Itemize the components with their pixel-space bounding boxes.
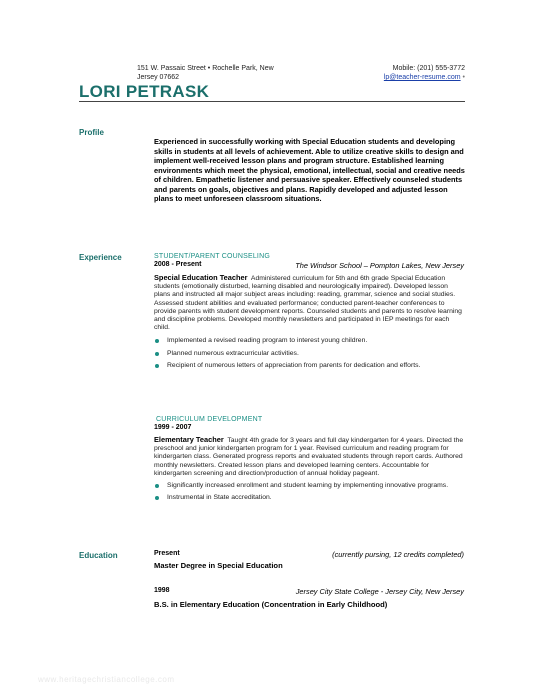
watermark: www.heritagechristiancollege.com bbox=[38, 675, 175, 684]
bullet-icon bbox=[155, 352, 159, 356]
address: 151 W. Passaic Street • Rochelle Park, New Jersey 07662 bbox=[137, 65, 274, 81]
job-description bbox=[154, 436, 466, 478]
job-heading: CURRICULUM DEVELOPMENT bbox=[156, 416, 263, 423]
job-achievements bbox=[154, 482, 466, 502]
profile-text: Experienced in successfully working with Special Education students and developing skills in students at all levels of achievement. Able to utilize creative skills to design and implement well-received lesson plans and program structure. Established learning environments which meet the physical, emotional, intellectual, social and creative needs of children. Empathetic listener and persuasive speaker. Effectively counseled students and parents on goals, objectives and plans. Rapidly developed and adjusted lesson plans to meet unforeseen classroom situations. bbox=[154, 137, 465, 203]
job-description-text: Administered curriculum for 5th and 6th grade Special Education students (emotionally disturbed, learning disabled and neurologically impaired). Developed lesson plans and instructed all major subject areas including: reading, grammar, science and social studies. Assessed student abilities and evaluated performance; conducted parent-teacher conferences to provide parents with student development reports. Counseled students and parents to resolve learning and discipline problems. Developed monthly newsletters and participated in IEP meetings for each child. bbox=[154, 275, 462, 332]
job-description-text: Taught 4th grade for 3 years and full day kindergarten for 4 years. Directed the preschool and junior kindergarten program for 1 year. Revised curriculum and reading program for kindergarten class. Generated progress reports and evaluated students through report cards. Authored monthly newsletters. Created lesson plans and developed learning centers. Accountable for kindergarten screening and direction/production of annual holiday pageant. bbox=[154, 437, 464, 477]
job-employer: The Windsor School – Pompton Lakes, New Jersey bbox=[295, 261, 464, 270]
bullet-icon bbox=[155, 496, 159, 500]
job-entry bbox=[154, 416, 466, 506]
list-item: Recipient of numerous letters of appreciation from parents for dedication and efforts. bbox=[154, 362, 466, 370]
job-dates: 1999 - 2007 bbox=[154, 424, 192, 431]
job-role: Special Education Teacher bbox=[154, 273, 248, 282]
experience-label: Experience bbox=[79, 253, 122, 262]
list-item: Planned numerous extracurricular activities. bbox=[154, 350, 466, 358]
contact-block bbox=[340, 64, 465, 82]
job-achievements bbox=[154, 337, 466, 370]
header-divider bbox=[79, 101, 465, 102]
job-dates: 2008 - Present bbox=[154, 261, 202, 268]
bullet-icon bbox=[155, 484, 159, 488]
education-school: Jersey City State College - Jersey City, New Jersey bbox=[295, 587, 464, 596]
profile-label: Profile bbox=[79, 128, 104, 137]
education-degree: B.S. in Elementary Education (Concentration in Early Childhood) bbox=[154, 600, 388, 609]
job-entry bbox=[154, 253, 466, 374]
bullet-icon bbox=[155, 364, 159, 368]
applicant-name: LORI PETRASK bbox=[79, 82, 210, 101]
education-date: 1998 bbox=[154, 587, 170, 594]
education-date: Present bbox=[154, 550, 180, 557]
job-role: Elementary Teacher bbox=[154, 435, 224, 444]
list-item: Significantly increased enrollment and student learning by implementing innovative programs. bbox=[154, 482, 466, 490]
education-label: Education bbox=[79, 551, 118, 560]
email-link[interactable]: lp@teacher-resume.com bbox=[383, 74, 461, 81]
list-item: Instrumental in State accreditation. bbox=[154, 494, 466, 502]
phone: Mobile: (201) 555-3772 bbox=[392, 65, 465, 72]
profile-section bbox=[154, 137, 466, 204]
job-heading: STUDENT/PARENT COUNSELING bbox=[154, 253, 270, 260]
list-item: Implemented a revised reading program to interest young children. bbox=[154, 337, 466, 345]
bullet-dot-icon: • bbox=[462, 74, 465, 81]
bullet-icon bbox=[155, 339, 159, 343]
education-degree: Master Degree in Special Education bbox=[154, 561, 283, 570]
education-school: (currently pursing, 12 credits completed) bbox=[332, 550, 464, 559]
education-section bbox=[154, 550, 466, 609]
job-description bbox=[154, 274, 466, 332]
